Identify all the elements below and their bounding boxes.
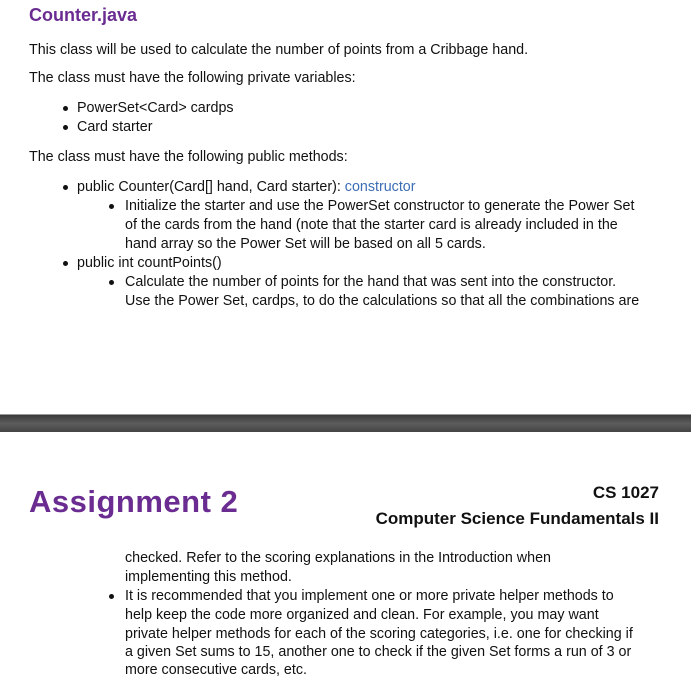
method-desc-line: hand array so the Power Set will be based on all 5 cards. <box>125 236 486 252</box>
bullet-icon <box>63 125 68 130</box>
method-constructor <box>77 178 416 196</box>
constructor-link[interactable]: constructor <box>344 179 416 195</box>
private-var: Card starter <box>77 119 153 135</box>
method-desc-line: of the cards from the hand (note that the starter card is already included in the <box>125 217 618 233</box>
continued-line: checked. Refer to the scoring explanations in the Introduction when <box>125 550 551 566</box>
private-var: PowerSet<Card> cardps <box>77 100 234 116</box>
tip-line: help keep the code more organized and clean. For example, you may want <box>125 607 599 623</box>
tip-line: private helper methods for each of the scoring categories, i.e. one for checking if <box>125 626 633 642</box>
page-separator <box>0 414 691 432</box>
bullet-icon <box>63 106 68 111</box>
private-heading: The class must have the following private variables: <box>29 70 356 86</box>
public-heading: The class must have the following public methods: <box>29 149 348 165</box>
method-signature: public Counter(Card[] hand, Card starter): <box>77 179 345 195</box>
continued-line: implementing this method. <box>125 569 292 585</box>
tip-line: more consecutive cards, etc. <box>125 662 307 678</box>
course-name: Computer Science Fundamentals II <box>375 509 659 528</box>
method-countpoints: public int countPoints() <box>77 255 222 271</box>
course-code: CS 1027 <box>592 483 659 502</box>
bullet-icon <box>109 594 114 599</box>
tip-line: It is recommended that you implement one or more private helper methods to <box>125 588 614 604</box>
assignment-title: Assignment 2 <box>29 484 239 519</box>
bullet-icon <box>109 204 114 209</box>
tip-line: a given Set sums to 15, another one to check if the given Set forms a run of 3 or <box>125 644 632 660</box>
bullet-icon <box>109 280 114 285</box>
method-desc-line: Use the Power Set, cardps, to do the calculations so that all the combinations are <box>125 293 640 309</box>
method-desc-line: Calculate the number of points for the hand that was sent into the constructor. <box>125 274 617 290</box>
section-title: Counter.java <box>29 5 138 25</box>
bullet-icon <box>63 261 68 266</box>
intro-text: This class will be used to calculate the number of points from a Cribbage hand. <box>29 42 529 58</box>
method-desc-line: Initialize the starter and use the PowerSet constructor to generate the Power Set <box>125 198 635 214</box>
bullet-icon <box>63 185 68 190</box>
